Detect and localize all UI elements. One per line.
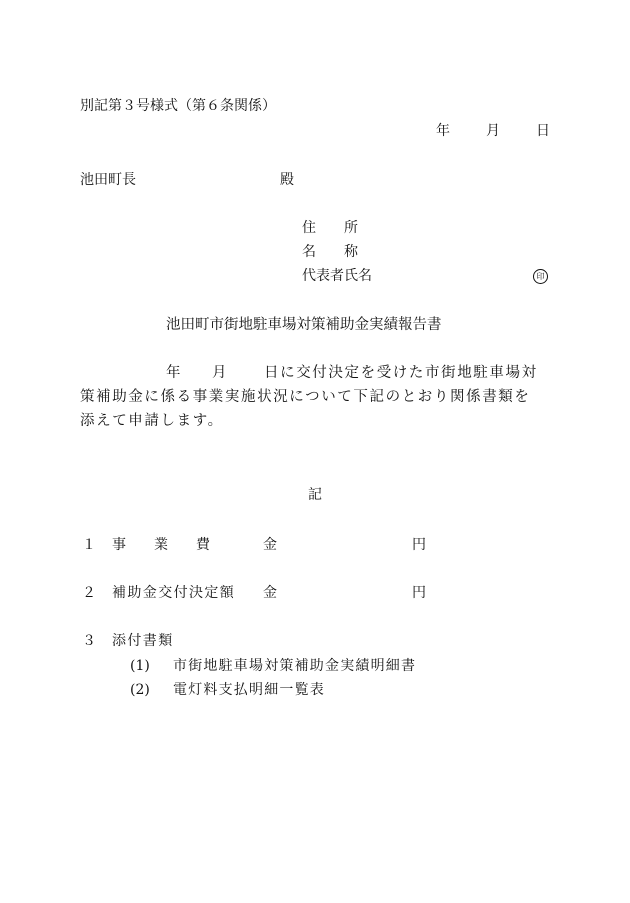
item-2-num: ２ <box>82 585 96 601</box>
item-1-unit: 円 <box>412 537 426 553</box>
ki-heading: 記 <box>308 487 322 503</box>
name-label: 名 称 <box>302 244 358 260</box>
item-3-label: 添付書類 <box>112 633 174 649</box>
body-line3: 添えて申請します。 <box>80 413 224 429</box>
body-month: 月 <box>212 365 229 381</box>
attachment-1-num: (1) <box>130 658 150 674</box>
recipient-name: 池田町長 <box>80 172 136 188</box>
item-1-prefix: 金 <box>263 537 277 553</box>
item-1-num: １ <box>82 537 96 553</box>
item-3-num: ３ <box>82 633 96 649</box>
body-year: 年 <box>166 365 183 381</box>
item-2-label: 補助金交付決定額 <box>112 585 236 601</box>
address-label: 住 所 <box>302 220 358 236</box>
representative-label: 代表者氏名 <box>302 268 372 284</box>
attachment-2-text: 電灯料支払明細一覧表 <box>173 682 325 698</box>
recipient-honorific: 殿 <box>280 172 294 188</box>
item-1-label: 事 業 費 <box>112 537 210 553</box>
item-2-unit: 円 <box>412 585 426 601</box>
seal-mark: 印 <box>533 269 548 284</box>
body-line2: 策補助金に係る事業実施状況について下記のとおり関係書類を <box>80 389 531 405</box>
date-month: 月 <box>486 123 500 139</box>
form-label: 別記第３号様式（第６条関係） <box>80 98 276 114</box>
attachment-1-text: 市街地駐車場対策補助金実績明細書 <box>173 658 417 674</box>
item-2-prefix: 金 <box>263 585 277 601</box>
date-year: 年 <box>436 123 450 139</box>
attachment-2-num: (2) <box>130 682 150 698</box>
body-line1-rest: 日に交付決定を受けた市街地駐車場対 <box>264 365 538 381</box>
document-title: 池田町市街地駐車場対策補助金実績報告書 <box>166 317 442 333</box>
date-day: 日 <box>536 123 550 139</box>
